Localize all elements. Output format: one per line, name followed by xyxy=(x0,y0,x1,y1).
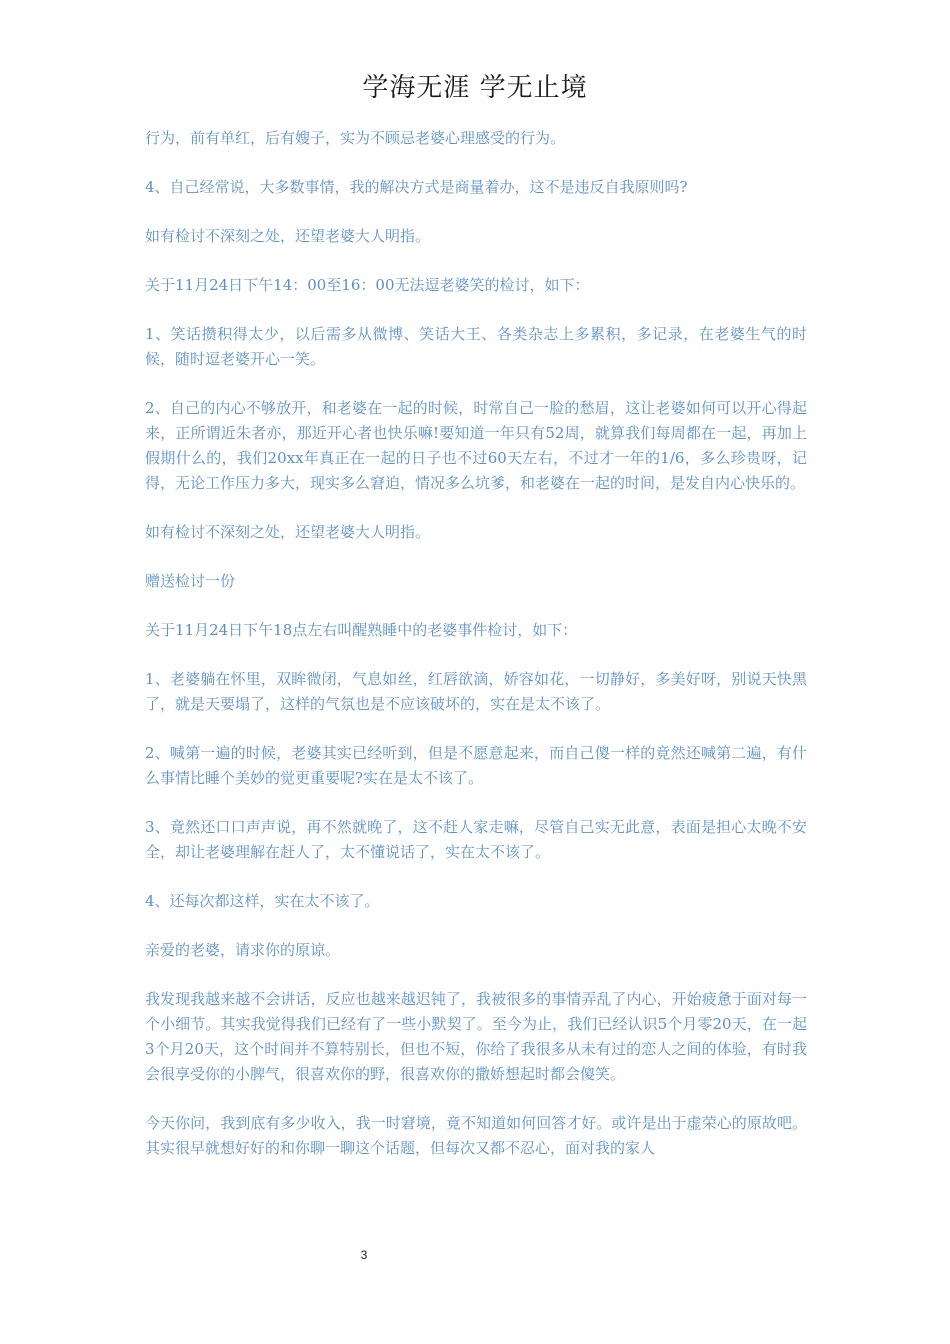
paragraph: 1、老婆躺在怀里，双眸微闭，气息如丝，红唇欲滴，娇容如花，一切静好，多美好呀，别说天快黑了，就是天要塌了，这样的气氛也是不应该破坏的，实在是太不该了。 xyxy=(145,670,807,713)
page-number: 3 xyxy=(360,1248,368,1262)
paragraph: 亲爱的老婆，请求你的原谅。 xyxy=(145,941,341,959)
paragraph: 我发现我越来越不会讲话，反应也越来越迟钝了，我被很多的事情弄乱了内心，开始疲惫于面对每一个小细节。其实我觉得我们已经有了一些小默契了。至今为止，我们已经认识5个月零20天，在一起3个月20天，这个时间并不算特别长，但也不短，你给了我很多从未有过的恋人之间的体验，有时我会很享受你的小脾气，很喜欢你的野，很喜欢你的撒娇想起时都会傻笑。 xyxy=(145,990,807,1083)
paragraph: 行为，前有单红，后有嫂子，实为不顾忌老婆心理感受的行为。 xyxy=(145,129,566,147)
paragraph: 关于11月24日下午18点左右叫醒熟睡中的老婆事件检讨，如下： xyxy=(145,621,578,639)
paragraph: 关于11月24日下午14：00至16：00无法逗老婆笑的检讨，如下： xyxy=(145,276,590,294)
paragraph: 4、还每次都这样，实在太不该了。 xyxy=(145,892,380,910)
paragraph: 2、自己的内心不够放开，和老婆在一起的时候，时常自己一脸的愁眉，这让老婆如何可以开心得起来，正所谓近朱者亦，那近开心者也快乐嘛!要知道一年只有52周，就算我们每周都在一起，再加上假期什么的，我们20xx年真正在一起的日子也不过60天左右，不过才一年的1/6，多么珍贵呀，记得，无论工作压力多大，现实多么窘迫，情况多么坑爹，和老婆在一起的时间，是发自内心快乐的。 xyxy=(145,399,807,492)
paragraph: 如有检讨不深刻之处，还望老婆大人明指。 xyxy=(145,227,431,245)
paragraph: 2、喊第一遍的时候，老婆其实已经听到，但是不愿意起来，而自己傻一样的竟然还喊第二遍，有什么事情比睡个美妙的觉更重要呢?实在是太不该了。 xyxy=(145,744,807,787)
paragraph: 3、竟然还口口声声说，再不然就晚了，这不赶人家走嘛，尽管自己实无此意，表面是担心太晚不安全，却让老婆理解在赶人了，太不懂说话了，实在太不该了。 xyxy=(145,818,807,861)
paragraph: 赠送检讨一份 xyxy=(145,572,236,590)
paragraph: 如有检讨不深刻之处，还望老婆大人明指。 xyxy=(145,523,431,541)
page-header-title: 学海无涯 学无止境 xyxy=(362,73,588,103)
document-body xyxy=(145,126,807,1185)
paragraph: 4、自己经常说，大多数事情，我的解决方式是商量着办，这不是违反自我原则吗? xyxy=(145,178,688,196)
paragraph: 1、笑话攒积得太少，以后需多从微博、笑话大王、各类杂志上多累积，多记录，在老婆生气的时候，随时逗老婆开心一笑。 xyxy=(145,325,807,368)
paragraph: 今天你问，我到底有多少收入，我一时窘境，竟不知道如何回答才好。或许是出于虚荣心的原故吧。其实很早就想好好的和你聊一聊这个话题，但每次又都不忍心，面对我的家人 xyxy=(145,1114,807,1157)
